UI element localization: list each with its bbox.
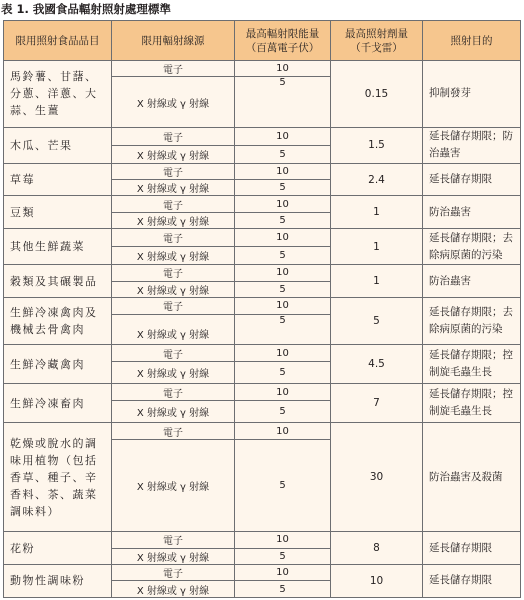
irradiation-standards-table (3, 20, 521, 598)
max-dose-cell: 30 (331, 423, 423, 532)
purpose-cell: 延長儲存期限 (423, 564, 521, 597)
purpose-cell: 防治蟲害 (423, 196, 521, 229)
energy-electron: 10 (235, 345, 331, 361)
energy-electron: 10 (235, 229, 331, 246)
energy-xray-gamma: 5 (235, 180, 331, 196)
header-row (4, 21, 521, 61)
header-max-energy-line2: （百萬電子伏） (245, 41, 320, 54)
max-dose-cell: 5 (331, 298, 423, 345)
food-cell: 豆類 (4, 196, 112, 229)
source-electron: 電子 (112, 61, 235, 77)
source-electron: 電子 (112, 196, 235, 212)
source-electron: 電子 (112, 163, 235, 179)
header-max-energy (235, 21, 331, 61)
food-cell: 穀類及其碾製品 (4, 265, 112, 298)
max-dose-cell: 1 (331, 265, 423, 298)
source-xray-gamma (112, 314, 235, 345)
energy-xray-gamma: 5 (235, 548, 331, 564)
source-electron: 電子 (112, 298, 235, 314)
food-cell: 動物性調味粉 (4, 564, 112, 597)
max-dose-cell: 1 (331, 196, 423, 229)
energy-electron: 10 (235, 265, 331, 281)
source-electron: 電子 (112, 384, 235, 400)
table-row (4, 127, 521, 145)
energy-electron: 10 (235, 384, 331, 400)
food-cell: 草莓 (4, 163, 112, 196)
purpose-cell: 防治蟲害 (423, 265, 521, 298)
max-dose-cell: 10 (331, 564, 423, 597)
purpose-cell: 延長儲存期限；控制旋毛蟲生長 (423, 345, 521, 384)
source-xray-gamma: X 射線或 γ 射線 (112, 212, 235, 228)
table-row (4, 196, 521, 212)
energy-xray-gamma: 5 (235, 212, 331, 228)
source-xray-gamma: X 射線或 γ 射線 (112, 246, 235, 265)
food-cell: 生鮮冷凍畜肉 (4, 384, 112, 423)
energy-electron: 10 (235, 423, 331, 439)
table-row (4, 423, 521, 439)
max-dose-cell: 2.4 (331, 163, 423, 196)
purpose-cell: 延長儲存期限 (423, 163, 521, 196)
purpose-cell: 延長儲存期限；控制旋毛蟲生長 (423, 384, 521, 423)
energy-electron: 10 (235, 127, 331, 145)
energy-xray-gamma: 5 (235, 581, 331, 598)
source-xray-gamma: X 射線或 γ 射線 (112, 581, 235, 598)
source-xray-gamma-label: X 射線或 γ 射線 (136, 330, 210, 342)
energy-electron: 10 (235, 61, 331, 77)
energy-xray-gamma: 5 (235, 361, 331, 384)
header-max-dose-line1: 最高照射劑量 (345, 27, 408, 40)
food-cell: 木瓜、芒果 (4, 127, 112, 163)
energy-electron: 10 (235, 163, 331, 179)
source-electron: 電子 (112, 229, 235, 246)
source-xray-gamma: X 射線或 γ 射線 (112, 281, 235, 297)
food-cell: 生鮮冷凍禽肉及機械去骨禽肉 (4, 298, 112, 345)
purpose-cell: 延長儲存期限；去除病原菌的污染 (423, 229, 521, 265)
food-cell: 馬鈴薯、甘藷、分蔥、洋蔥、大蒜、生薑 (4, 61, 112, 128)
source-electron: 電子 (112, 127, 235, 145)
food-cell: 生鮮冷藏禽肉 (4, 345, 112, 384)
header-max-dose-line2: （千戈雷） (350, 41, 403, 54)
table-row (4, 345, 521, 361)
header-max-energy-line1: 最高輻射限能量 (245, 27, 320, 40)
max-dose-cell: 8 (331, 532, 423, 565)
source-xray-gamma: X 射線或 γ 射線 (112, 145, 235, 163)
food-cell: 乾燥或脫水的調味用植物（包括香草、種子、辛香料、茶、蔬菜調味料） (4, 423, 112, 532)
table-row (4, 532, 521, 548)
table-row (4, 229, 521, 246)
purpose-cell: 延長儲存期限；防治蟲害 (423, 127, 521, 163)
max-dose-cell: 0.15 (331, 61, 423, 128)
max-dose-cell: 1 (331, 229, 423, 265)
source-electron: 電子 (112, 423, 235, 439)
source-xray-gamma: X 射線或 γ 射線 (112, 400, 235, 423)
purpose-cell: 抑制發芽 (423, 61, 521, 128)
header-max-dose (331, 21, 423, 61)
table-row (4, 265, 521, 281)
source-xray-gamma: X 射線或 γ 射線 (112, 439, 235, 531)
food-cell: 花粉 (4, 532, 112, 565)
energy-electron: 10 (235, 564, 331, 580)
table-title: 表 1. 我國食品輻射照射處理標準 (1, 2, 171, 16)
max-dose-cell: 1.5 (331, 127, 423, 163)
table-row (4, 163, 521, 179)
energy-electron: 10 (235, 196, 331, 212)
header-food: 限用照射食品品目 (4, 21, 112, 61)
source-xray-gamma: X 射線或 γ 射線 (112, 361, 235, 384)
energy-xray-gamma: 5 (235, 145, 331, 163)
header-source: 限用輻射線源 (112, 21, 235, 61)
purpose-cell: 防治蟲害及殺菌 (423, 423, 521, 532)
energy-xray-gamma: 5 (235, 400, 331, 423)
source-electron: 電子 (112, 265, 235, 281)
source-xray-gamma: X 射線或 γ 射線 (112, 548, 235, 564)
purpose-cell: 延長儲存期限；去除病原菌的污染 (423, 298, 521, 345)
energy-electron: 10 (235, 298, 331, 314)
table-row (4, 298, 521, 314)
header-purpose: 照射目的 (423, 21, 521, 61)
table-row (4, 61, 521, 77)
energy-xray-gamma: 5 (235, 77, 331, 127)
energy-xray-gamma: 5 (235, 246, 331, 265)
source-xray-gamma: X 射線或 γ 射線 (112, 180, 235, 196)
source-electron: 電子 (112, 345, 235, 361)
food-cell: 其他生鮮蔬菜 (4, 229, 112, 265)
table-row (4, 564, 521, 580)
max-dose-cell: 4.5 (331, 345, 423, 384)
energy-xray-gamma: 5 (235, 314, 331, 345)
max-dose-cell: 7 (331, 384, 423, 423)
energy-xray-gamma: 5 (235, 439, 331, 531)
energy-electron: 10 (235, 532, 331, 548)
table-row (4, 384, 521, 400)
source-electron: 電子 (112, 564, 235, 580)
source-xray-gamma: X 射線或 γ 射線 (112, 77, 235, 127)
energy-xray-gamma: 5 (235, 281, 331, 297)
purpose-cell: 延長儲存期限 (423, 532, 521, 565)
source-electron: 電子 (112, 532, 235, 548)
